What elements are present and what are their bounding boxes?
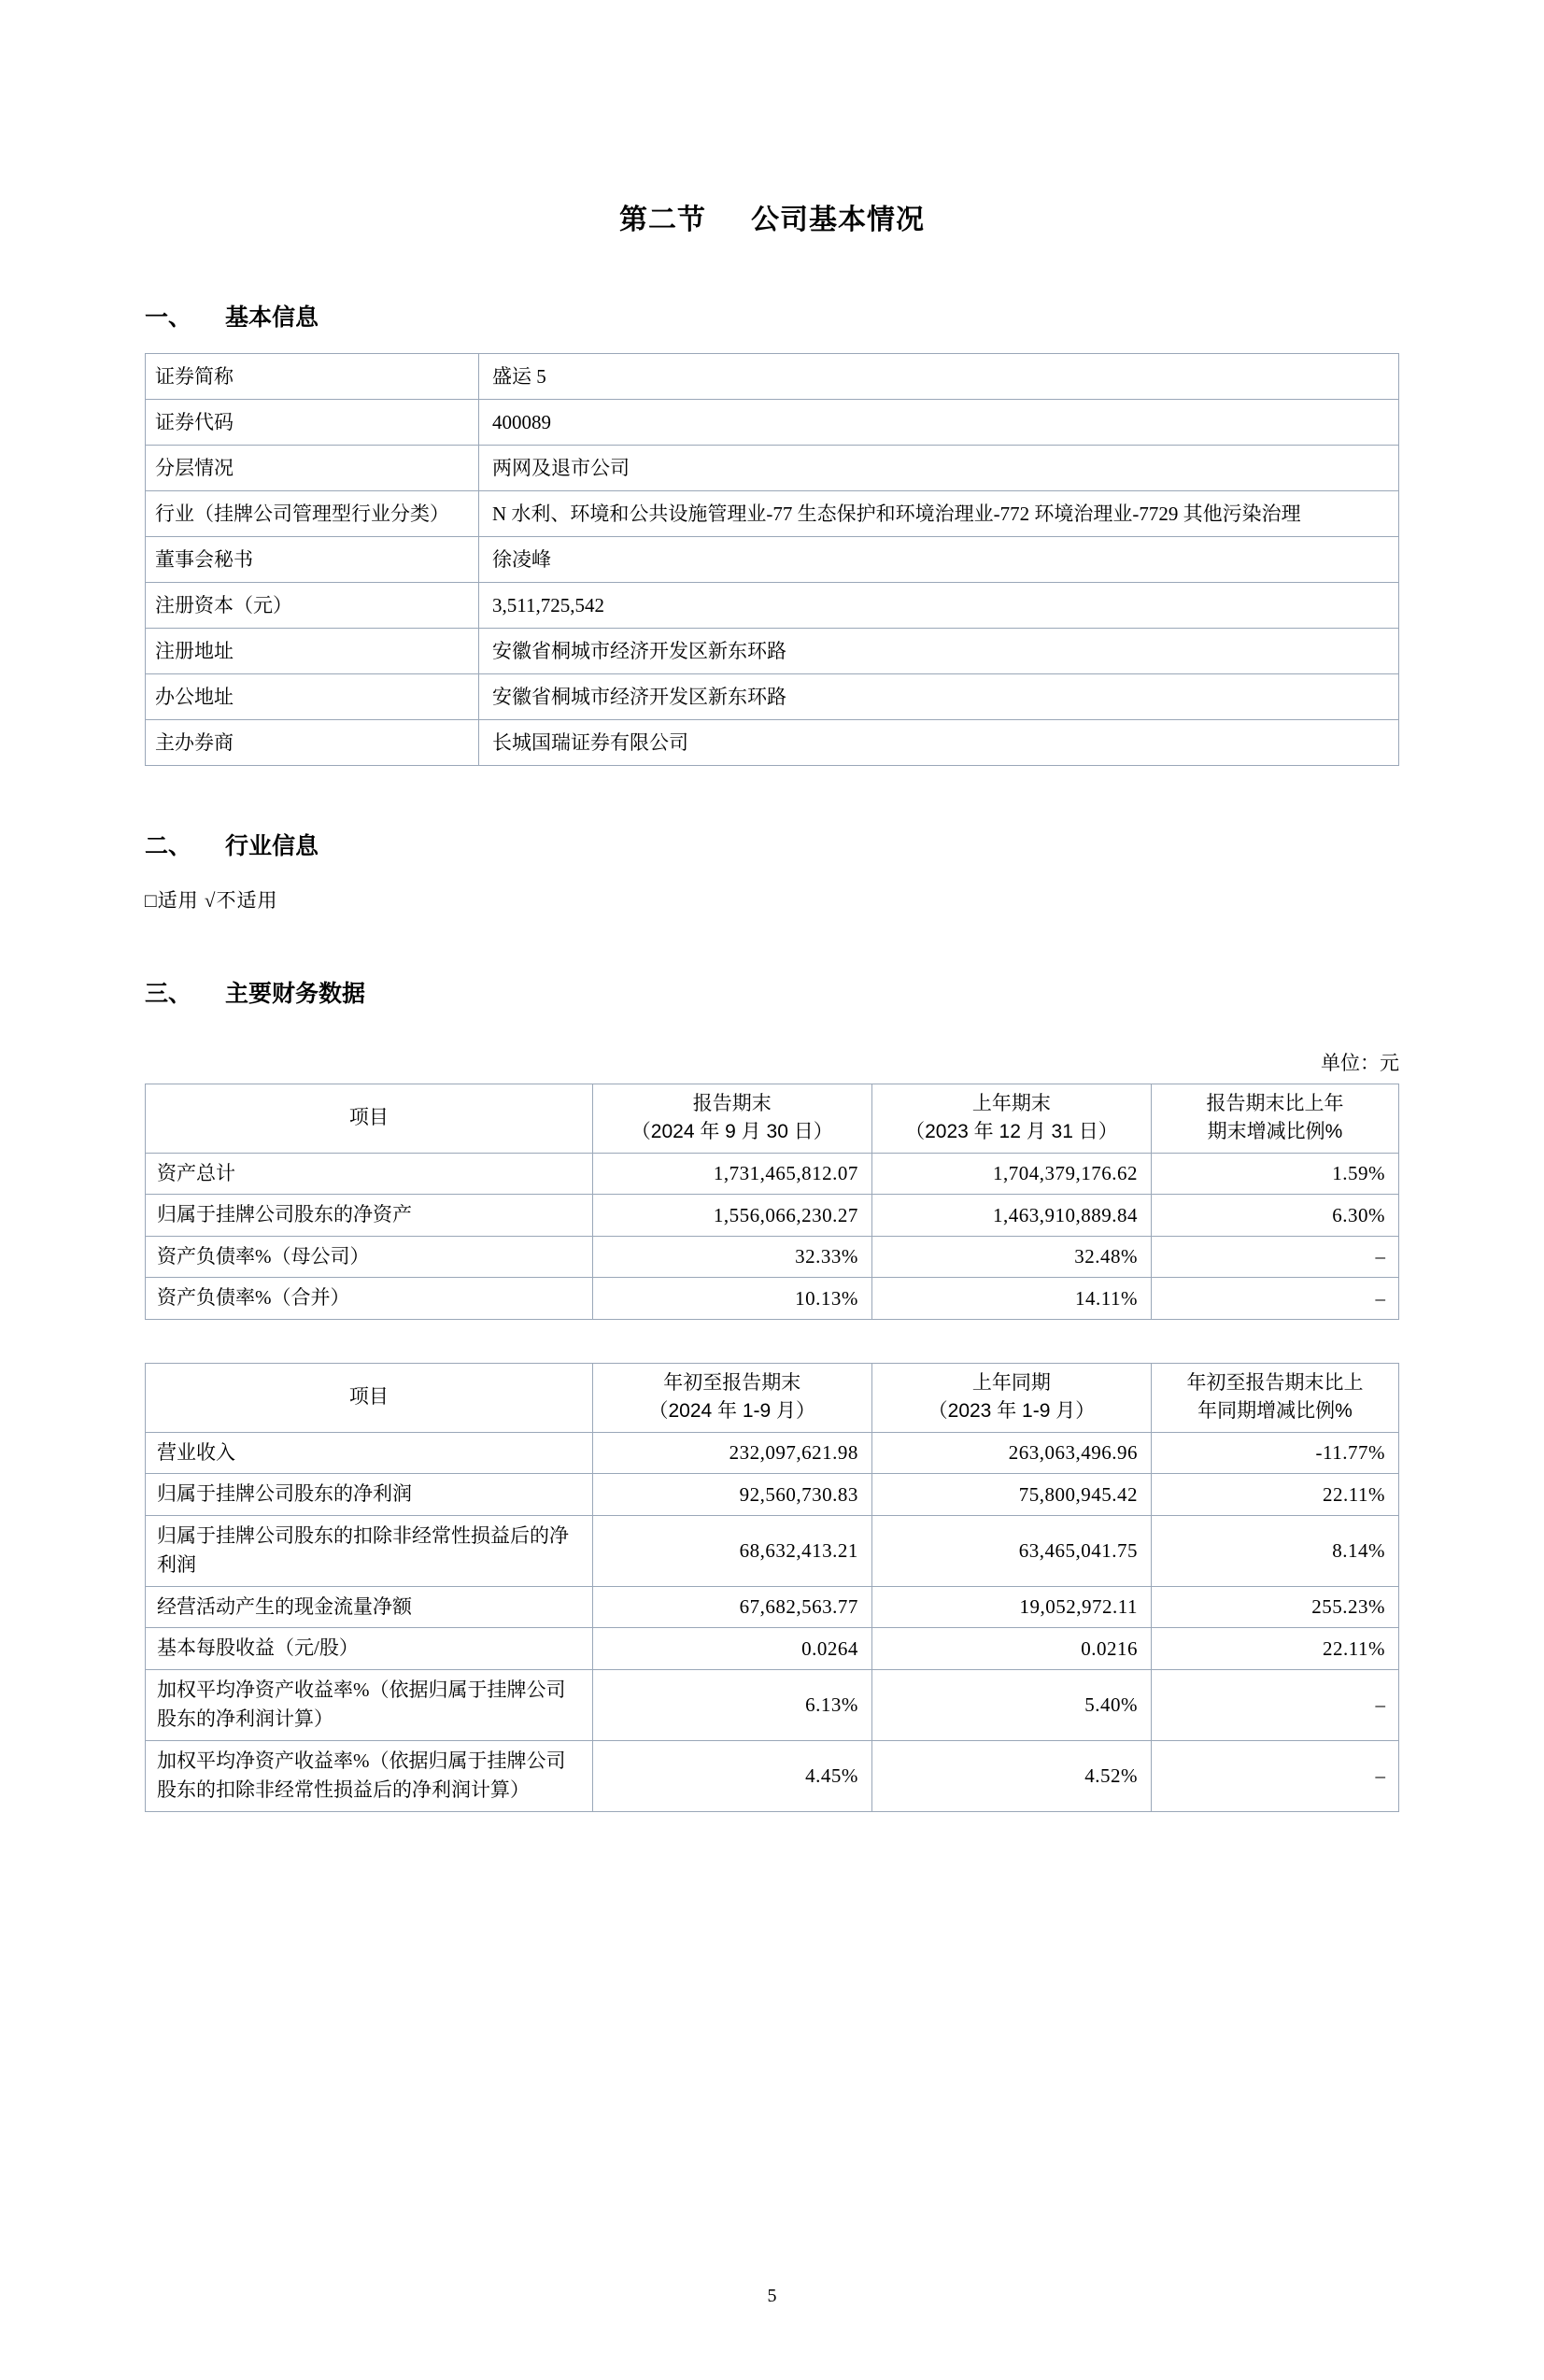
row-value: 3,511,725,542 bbox=[479, 583, 1399, 629]
row-value-previous: 63,465,041.75 bbox=[871, 1515, 1151, 1586]
header-line-1: 上年同期 bbox=[971, 1371, 1051, 1394]
row-value-change: 6.30% bbox=[1152, 1195, 1399, 1237]
table-row bbox=[146, 1740, 1399, 1811]
table-row bbox=[146, 1195, 1399, 1237]
column-header-item: 项目 bbox=[146, 1084, 593, 1154]
row-value: 徐凌峰 bbox=[479, 537, 1399, 583]
row-item: 资产总计 bbox=[146, 1153, 593, 1195]
row-label: 主办券商 bbox=[146, 720, 479, 766]
table-header-row bbox=[146, 1363, 1399, 1432]
column-header-change bbox=[1152, 1084, 1399, 1154]
table-row bbox=[146, 1515, 1399, 1586]
section-number: 三、 bbox=[145, 981, 192, 1007]
table-row bbox=[146, 674, 1399, 720]
row-label: 行业（挂牌公司管理型行业分类） bbox=[146, 491, 479, 537]
row-value-current: 67,682,563.77 bbox=[592, 1586, 871, 1628]
column-header-period-current bbox=[592, 1363, 871, 1432]
row-value-current: 92,560,730.83 bbox=[592, 1474, 871, 1516]
row-value-current: 1,556,066,230.27 bbox=[592, 1195, 871, 1237]
section-heading-basic-info bbox=[145, 299, 1399, 333]
row-value-previous: 5.40% bbox=[871, 1669, 1151, 1740]
row-label: 办公地址 bbox=[146, 674, 479, 720]
row-value-current: 0.0264 bbox=[592, 1628, 871, 1670]
table-row bbox=[146, 583, 1399, 629]
row-value-change: – bbox=[1152, 1669, 1399, 1740]
table-row bbox=[146, 1474, 1399, 1516]
section-number: 一、 bbox=[145, 305, 192, 331]
row-value-change: – bbox=[1152, 1740, 1399, 1811]
table-row bbox=[146, 720, 1399, 766]
income-summary-table bbox=[145, 1363, 1399, 1812]
row-item: 加权平均净资产收益率%（依据归属于挂牌公司股东的净利润计算） bbox=[146, 1669, 593, 1740]
row-label: 董事会秘书 bbox=[146, 537, 479, 583]
column-header-item: 项目 bbox=[146, 1363, 593, 1432]
table-row bbox=[146, 354, 1399, 400]
row-label: 注册资本（元） bbox=[146, 583, 479, 629]
row-value-current: 6.13% bbox=[592, 1669, 871, 1740]
table-row bbox=[146, 446, 1399, 491]
table-row bbox=[146, 1432, 1399, 1474]
table-row bbox=[146, 1236, 1399, 1278]
section-label: 行业信息 bbox=[225, 833, 319, 859]
row-value-change: 22.11% bbox=[1152, 1474, 1399, 1516]
row-item: 营业收入 bbox=[146, 1432, 593, 1474]
row-value: 安徽省桐城市经济开发区新东环路 bbox=[479, 674, 1399, 720]
row-value-previous: 14.11% bbox=[871, 1278, 1151, 1320]
header-line-2: （2023 年 1-9 月） bbox=[928, 1400, 1096, 1423]
table-row bbox=[146, 400, 1399, 446]
table-header-row bbox=[146, 1084, 1399, 1154]
row-value-change: 22.11% bbox=[1152, 1628, 1399, 1670]
page-title-prefix: 第二节 bbox=[619, 205, 706, 235]
row-value: 两网及退市公司 bbox=[479, 446, 1399, 491]
section-heading-industry-info bbox=[145, 828, 1399, 861]
section-label: 主要财务数据 bbox=[225, 981, 366, 1007]
document-page bbox=[0, 196, 1544, 2380]
row-label: 分层情况 bbox=[146, 446, 479, 491]
row-item: 加权平均净资产收益率%（依据归属于挂牌公司股东的扣除非经常性损益后的净利润计算） bbox=[146, 1740, 593, 1811]
page-title-name: 公司基本情况 bbox=[751, 205, 925, 235]
table-row bbox=[146, 1628, 1399, 1670]
page-title bbox=[145, 196, 1399, 237]
row-value-current: 10.13% bbox=[592, 1278, 871, 1320]
row-item: 归属于挂牌公司股东的净资产 bbox=[146, 1195, 593, 1237]
page-number: 5 bbox=[767, 2286, 777, 2306]
header-line-1: 年初至报告期末 bbox=[663, 1371, 801, 1394]
row-item: 资产负债率%（合并） bbox=[146, 1278, 593, 1320]
header-line-2: （2024 年 1-9 月） bbox=[648, 1400, 816, 1423]
row-value-previous: 19,052,972.11 bbox=[871, 1586, 1151, 1628]
table-row bbox=[146, 1278, 1399, 1320]
header-line-2: 年同期增减比例% bbox=[1197, 1400, 1353, 1423]
header-line-1: 报告期末比上年 bbox=[1206, 1093, 1344, 1114]
table-row bbox=[146, 1153, 1399, 1195]
header-line-1: 年初至报告期末比上 bbox=[1186, 1371, 1364, 1394]
row-item: 基本每股收益（元/股） bbox=[146, 1628, 593, 1670]
row-value: N 水利、环境和公共设施管理业-77 生态保护和环境治理业-772 环境治理业-7729 其他污染治理 bbox=[479, 491, 1399, 537]
header-line-1: 上年期末 bbox=[971, 1093, 1051, 1114]
section-heading-financial-data bbox=[145, 975, 1399, 1009]
row-item: 归属于挂牌公司股东的扣除非经常性损益后的净利润 bbox=[146, 1515, 593, 1586]
header-line-2: （2023 年 12 月 31 日） bbox=[905, 1121, 1118, 1143]
section-number: 二、 bbox=[145, 833, 192, 859]
row-value-previous: 0.0216 bbox=[871, 1628, 1151, 1670]
row-value-change: 8.14% bbox=[1152, 1515, 1399, 1586]
row-label: 注册地址 bbox=[146, 629, 479, 674]
row-value-previous: 4.52% bbox=[871, 1740, 1151, 1811]
row-value-change: – bbox=[1152, 1278, 1399, 1320]
column-header-period-current bbox=[592, 1084, 871, 1154]
row-item: 资产负债率%（母公司） bbox=[146, 1236, 593, 1278]
row-value-current: 232,097,621.98 bbox=[592, 1432, 871, 1474]
row-value-change: 255.23% bbox=[1152, 1586, 1399, 1628]
row-value-current: 4.45% bbox=[592, 1740, 871, 1811]
row-value: 400089 bbox=[479, 400, 1399, 446]
table-row bbox=[146, 1586, 1399, 1628]
row-item: 经营活动产生的现金流量净额 bbox=[146, 1586, 593, 1628]
row-value-previous: 1,704,379,176.62 bbox=[871, 1153, 1151, 1195]
balance-summary-table bbox=[145, 1084, 1399, 1320]
column-header-period-previous bbox=[871, 1363, 1151, 1432]
header-line-2: （2024 年 9 月 30 日） bbox=[630, 1121, 833, 1143]
row-value-previous: 75,800,945.42 bbox=[871, 1474, 1151, 1516]
row-value: 安徽省桐城市经济开发区新东环路 bbox=[479, 629, 1399, 674]
row-value-change: – bbox=[1152, 1236, 1399, 1278]
row-value-previous: 1,463,910,889.84 bbox=[871, 1195, 1151, 1237]
table-row bbox=[146, 537, 1399, 583]
row-label: 证券代码 bbox=[146, 400, 479, 446]
row-value-change: 1.59% bbox=[1152, 1153, 1399, 1195]
row-value: 长城国瑞证券有限公司 bbox=[479, 720, 1399, 766]
header-line-2: 期末增减比例% bbox=[1207, 1121, 1343, 1143]
applicability-statement: □适用 √不适用 bbox=[145, 889, 278, 912]
row-item: 归属于挂牌公司股东的净利润 bbox=[146, 1474, 593, 1516]
table-row bbox=[146, 629, 1399, 674]
row-value-current: 1,731,465,812.07 bbox=[592, 1153, 871, 1195]
column-header-period-previous bbox=[871, 1084, 1151, 1154]
row-value-previous: 32.48% bbox=[871, 1236, 1151, 1278]
row-value-change: -11.77% bbox=[1152, 1432, 1399, 1474]
table-row bbox=[146, 491, 1399, 537]
row-value-previous: 263,063,496.96 bbox=[871, 1432, 1151, 1474]
row-label: 证券简称 bbox=[146, 354, 479, 400]
header-line-1: 报告期末 bbox=[692, 1093, 772, 1114]
unit-note: 单位：元 bbox=[1321, 1052, 1399, 1074]
table-row bbox=[146, 1669, 1399, 1740]
column-header-change bbox=[1152, 1363, 1399, 1432]
row-value-current: 68,632,413.21 bbox=[592, 1515, 871, 1586]
row-value-current: 32.33% bbox=[592, 1236, 871, 1278]
section-label: 基本信息 bbox=[225, 305, 319, 331]
row-value: 盛运 5 bbox=[479, 354, 1399, 400]
basic-info-table bbox=[145, 353, 1399, 766]
